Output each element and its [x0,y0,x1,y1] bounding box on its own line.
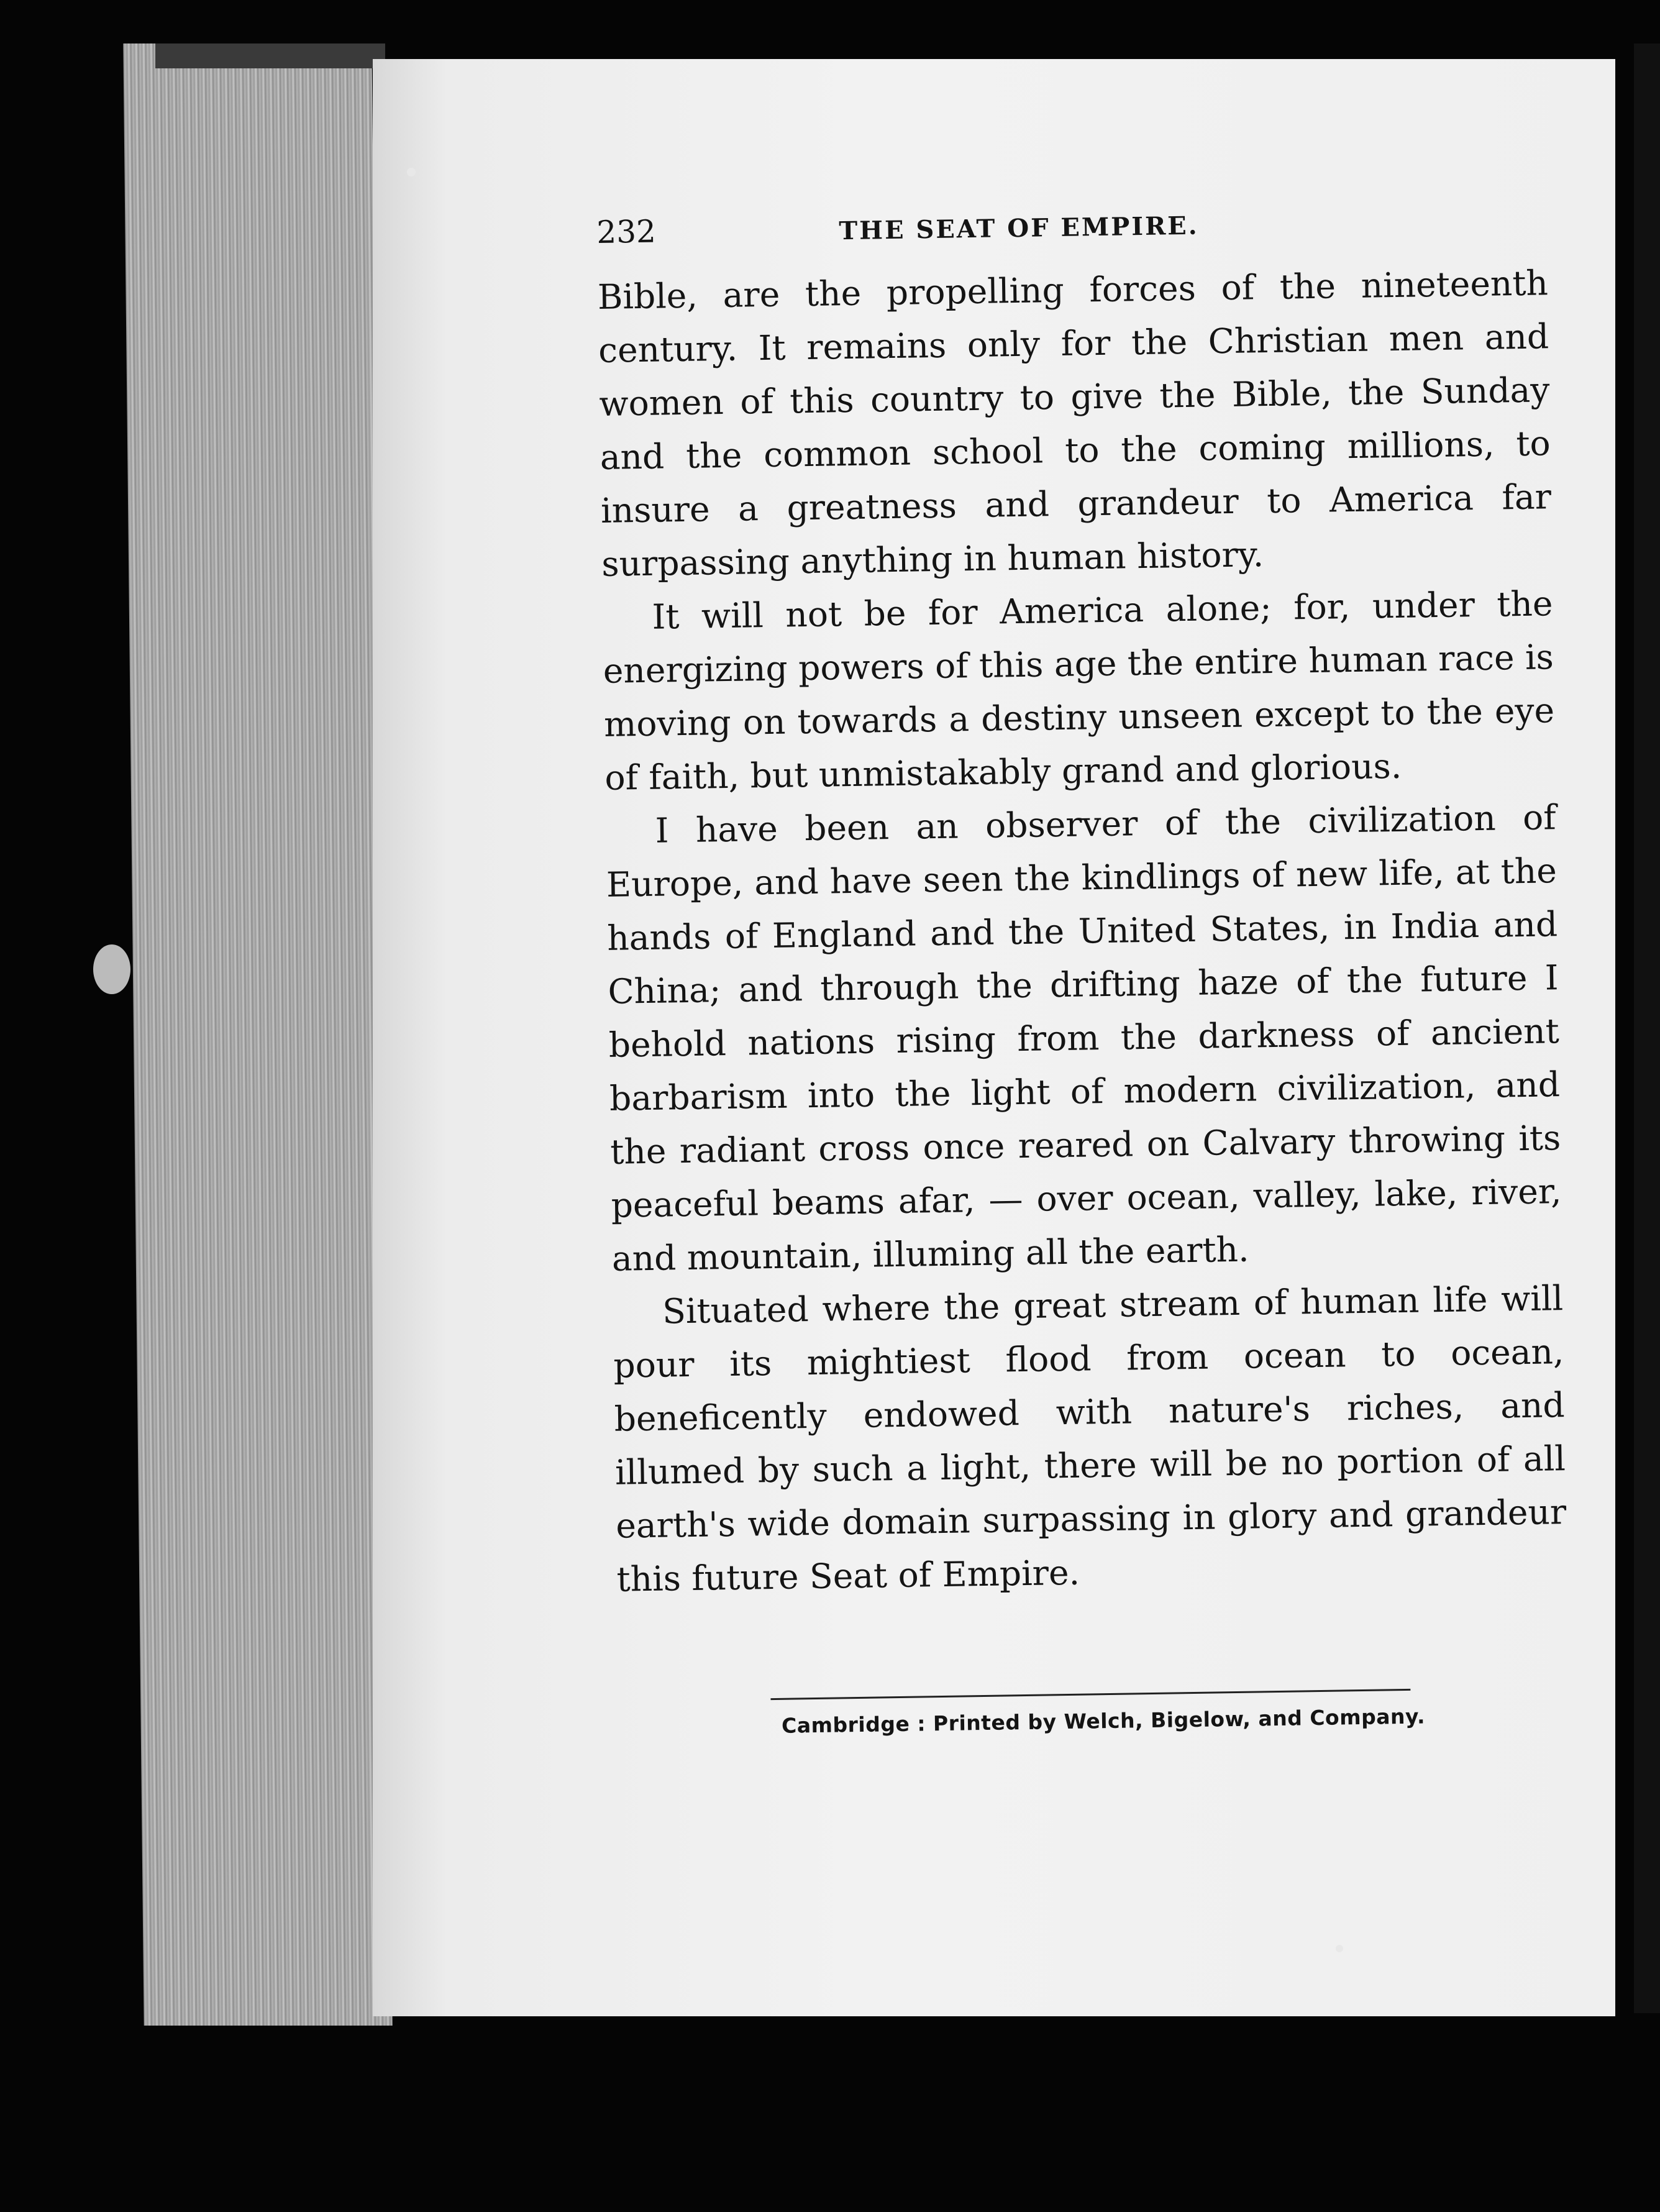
book-top-edge [155,43,385,68]
body-paragraph: Situated where the great stream of human life will pour its mightiest flood from ocean to ocean, beneficently endowed with nature's riches, and illumed by such a light, there will be no portion of all earth's wide domain surpassing in glory and grandeur this future Seat of Empire. [613,1278,1567,1599]
page-number: 232 [596,213,657,250]
dust-speck [93,944,130,994]
page-content [596,200,1569,1740]
running-head-title: THE SEAT OF EMPIRE. [839,211,1199,246]
body-paragraph: I have been an observer of the civilization of Europe, and have seen the kindlings of new life, at the hands of England and the United States, in India and China; and through the drifting haze of the future I behold nations rising from the darkness of ancient barbarism into the light of modern civilization, and the radiant cross once reared on Calvary throwing its peaceful beams afar, — over ocean, valley, lake, river, and mountain, illuming all the earth. [606,797,1562,1279]
book-page-edges [123,43,392,2026]
body-paragraph: Bible, are the propelling forces of the nineteenth century. It remains only for the Christian men and women of this country to give the Bible, the Sunday and the common school to the coming millions, to insure a greatness and grandeur to America far surpassing anything in human history. [597,263,1552,584]
printer-imprint: Cambridge : Printed by Welch, Bigelow, and Company. [781,1704,1426,1738]
facing-page-edge [1634,43,1660,2013]
body-paragraph: It will not be for America alone; for, under the energizing powers of this age the entire human race is moving on towards a destiny unseen except to the eye of faith, but unmistakably grand and glorious. [603,583,1555,798]
imprint-rule [770,1689,1410,1700]
dust-speck [407,168,416,176]
dust-speck [1336,1945,1343,1952]
